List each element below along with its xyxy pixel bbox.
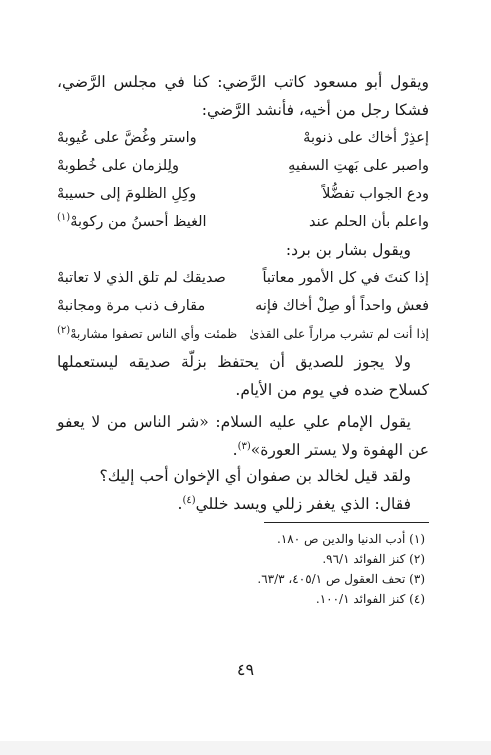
verse-first-hemistich: إذا أنت لم تشرب مراراً على القذىٰ: [249, 326, 429, 341]
verse-second-hemistich: [57, 320, 237, 348]
bashar-intro: [57, 236, 429, 264]
intro-paragraph: [57, 68, 429, 124]
verse-first-hemistich: ودع الجواب تفضُّلاً: [322, 186, 429, 202]
verse-second-hemistich: ولِلزمان على خُطوبهْ: [57, 158, 179, 174]
footnote-marker: (١): [57, 212, 71, 224]
poem1-verse: [57, 152, 429, 180]
paragraph-khalid: [57, 462, 429, 490]
paragraph-text: ولقد قيل لخالد بن صفوان أي الإخوان أحب إليك؟: [99, 467, 411, 485]
verse-second-hemistich: صديقك لم تلق الذي لا تعاتبهْ: [57, 270, 226, 286]
poem2-verse: [57, 320, 429, 348]
verse-second-hemistich: [57, 208, 207, 236]
page-bottom-edge: [0, 741, 491, 755]
paragraph-end: .: [232, 441, 238, 459]
poem2-verse: [57, 264, 429, 292]
paragraph-answer: [57, 490, 429, 518]
paragraph-text: فقال: الذي يغفر زللي ويسد خللي: [195, 495, 411, 513]
paragraph-text: يقول الإمام علي عليه السلام: «شر الناس من لا يعفو عن الهفوة ولا يستر العورة»: [57, 413, 429, 459]
poem1-verse: [57, 124, 429, 152]
footnote-separator: [264, 522, 429, 523]
verse-first-hemistich: فعش واحداً أو صِلْ أخاك فإنه: [255, 298, 429, 314]
footnote-2: (٢) كنز الفوائد ٩٦/١.: [322, 552, 425, 566]
footnote-1: (١) أدب الدنيا والدين ص ١٨٠.: [276, 532, 425, 546]
poem1-verse: [57, 180, 429, 208]
poem2-verse: [57, 292, 429, 320]
page-number: ٤٩: [236, 660, 255, 679]
poem1-verse: [57, 208, 429, 236]
footnote-3: (٣) تحف العقول ص ٤٠٥/١، ٦٣/٣.: [257, 572, 425, 586]
footnote-marker: (٢): [57, 324, 71, 336]
footnote-4: (٤) كنز الفوائد ١٠٠/١.: [315, 592, 425, 606]
paragraph-imam-ali: [57, 408, 429, 464]
footnote-marker: (٤): [182, 494, 196, 506]
verse-text: الغيظ أحسنُ من ركوبهْ: [70, 214, 207, 230]
verse-first-hemistich: إذا كنتَ في كل الأمور معاتباً: [262, 270, 429, 286]
paragraph-friend-slip: [57, 348, 429, 404]
paragraph-text: ولا يجوز للصديق أن يحتفظ بزلّة صديقه ليستعملها كسلاح ضده في يوم من الأيام.: [57, 353, 429, 399]
verse-first-hemistich: واصبر على بَهتِ السفيهِ: [288, 158, 429, 174]
verse-first-hemistich: واعلم بأن الحلم عند: [309, 214, 429, 230]
verse-second-hemistich: وكِلِ الظلومَ إلى حسيبهْ: [57, 186, 197, 202]
verse-second-hemistich: واستر وغُضَّ على عُيوبهْ: [57, 130, 197, 146]
verse-first-hemistich: إعذِرْ أخاك على ذنوبهْ: [303, 130, 429, 146]
verse-second-hemistich: مقارف ذنب مرة ومجانبهْ: [57, 298, 206, 314]
intro-text: ويقول أبو مسعود كاتب الرَّضي: كنا في مجلس الرَّضي، فشكا رجل من أخيه، فأنشد الرَّضي:: [57, 73, 429, 119]
bashar-intro-text: ويقول بشار بن برد:: [285, 241, 411, 259]
verse-text: ظمئت وأي الناس تصفوا مشاربهْ: [70, 326, 238, 341]
paragraph-end: .: [177, 495, 183, 513]
footnote-marker: (٣): [237, 440, 251, 452]
